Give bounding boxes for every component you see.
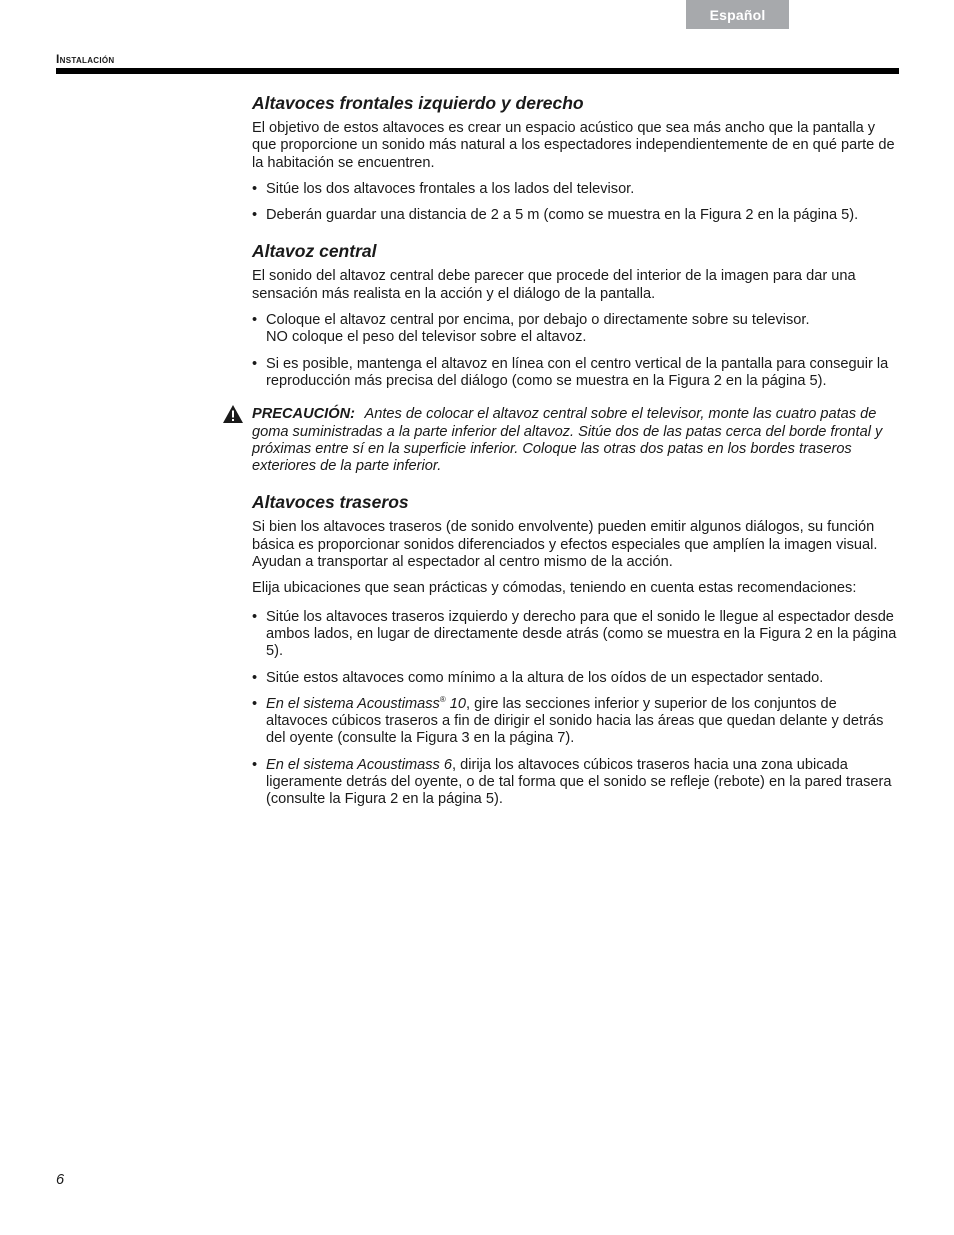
list-item [252, 312, 900, 347]
list-item: • Si es posible, mantenga el altavoz en línea con el centro vertical de la pantalla para conseguir la reproducción más precisa del diálogo (como se muestra en la Figura 2 en la página 5). [252, 356, 900, 391]
warning-triangle-icon [222, 404, 244, 424]
list-item: • Deberán guardar una distancia de 2 a 5 m (como se muestra en la Figura 2 en la página 5). [252, 207, 900, 224]
rear-speakers-paragraph: Si bien los altavoces traseros (de sonido envolvente) pueden emitir algunos diálogos, su función básica es proporcionar sonidos diferenciados y efectos especiales que amplíen la imagen visual. Ayudan a transportar al espectador al centro mismo de la acción. [252, 519, 878, 571]
system-model: 10 [445, 695, 467, 712]
heading-rear-speakers: Altavoces traseros [252, 492, 409, 513]
list-item-text: NO coloque el peso del televisor sobre el altavoz. [266, 329, 587, 346]
caution-note [252, 406, 900, 475]
list-item [252, 696, 900, 748]
front-speakers-paragraph: El objetivo de estos altavoces es crear un espacio acústico que sea más ancho que la pantalla y que proporcione un sonido más natural a los espectadores independientemente de en qué parte de la habitación se encuentren. [252, 120, 895, 171]
caution-label: PRECAUCIÓN: [252, 406, 355, 423]
list-item: • Sitúe los altavoces traseros izquierdo y derecho para que el sonido le llegue al espectador desde ambos lados, en lugar de directamente desde atrás (como se muestra en la Figura 2 en la página 5). [252, 609, 900, 661]
registered-mark: ® [439, 694, 446, 704]
list-item: • Sitúe los dos altavoces frontales a los lados del televisor. [252, 181, 900, 198]
front-speakers-list [252, 181, 900, 225]
page-content [252, 92, 900, 825]
rear-speakers-list [252, 609, 900, 809]
language-tab[interactable]: Español [686, 0, 789, 29]
system-name: En el sistema Acoustimass 6 [266, 756, 453, 773]
list-item-text: Coloque el altavoz central por encima, por debajo o directamente sobre su televisor. [266, 312, 810, 329]
list-item-text: , gire las secciones inferior y superior de los conjuntos de altavoces cúbicos traseros a fin de dirigir el sonido hacia las áreas que quedan delante y detrás del oyente (consulte la Figura 3 en la página 7). [266, 695, 884, 747]
center-speaker-paragraph: El sonido del altavoz central debe parecer que procede del interior de la imagen para dar una sensación más realista en la acción y el diálogo de la pantalla. [252, 268, 856, 302]
page-number: 6 [56, 1172, 65, 1188]
header-rule [56, 68, 899, 74]
heading-front-speakers: Altavoces frontales izquierdo y derecho [252, 93, 584, 113]
center-speaker-list [252, 312, 900, 390]
caution-text: Antes de colocar el altavoz central sobre el televisor, monte las cuatro patas de goma suministradas a la parte inferior del altavoz. Sitúe dos de las patas cerca del borde frontal y próximas entre sí en la superficie inferior. Coloque las otras dos patas en los bordes traseros exteriores de la parte inferior. [252, 406, 883, 475]
system-name: En el sistema Acoustimass [266, 695, 440, 712]
heading-center-speaker: Altavoz central [252, 241, 377, 262]
section-header: Instalación [56, 52, 115, 66]
list-item [252, 757, 900, 809]
rear-speakers-paragraph: Elija ubicaciones que sean prácticas y cómodas, teniendo en cuenta estas recomendaciones: [252, 580, 857, 597]
list-item-text: , dirija los altavoces cúbicos traseros hacia una zona ubicada ligeramente detrás del oyente, o de tal forma que el sonido se refleje (rebote) en la pared trasera (consulte la Figura 2 en la página 5). [266, 756, 892, 808]
list-item: • Sitúe estos altavoces como mínimo a la altura de los oídos de un espectador sentado. [252, 670, 900, 687]
